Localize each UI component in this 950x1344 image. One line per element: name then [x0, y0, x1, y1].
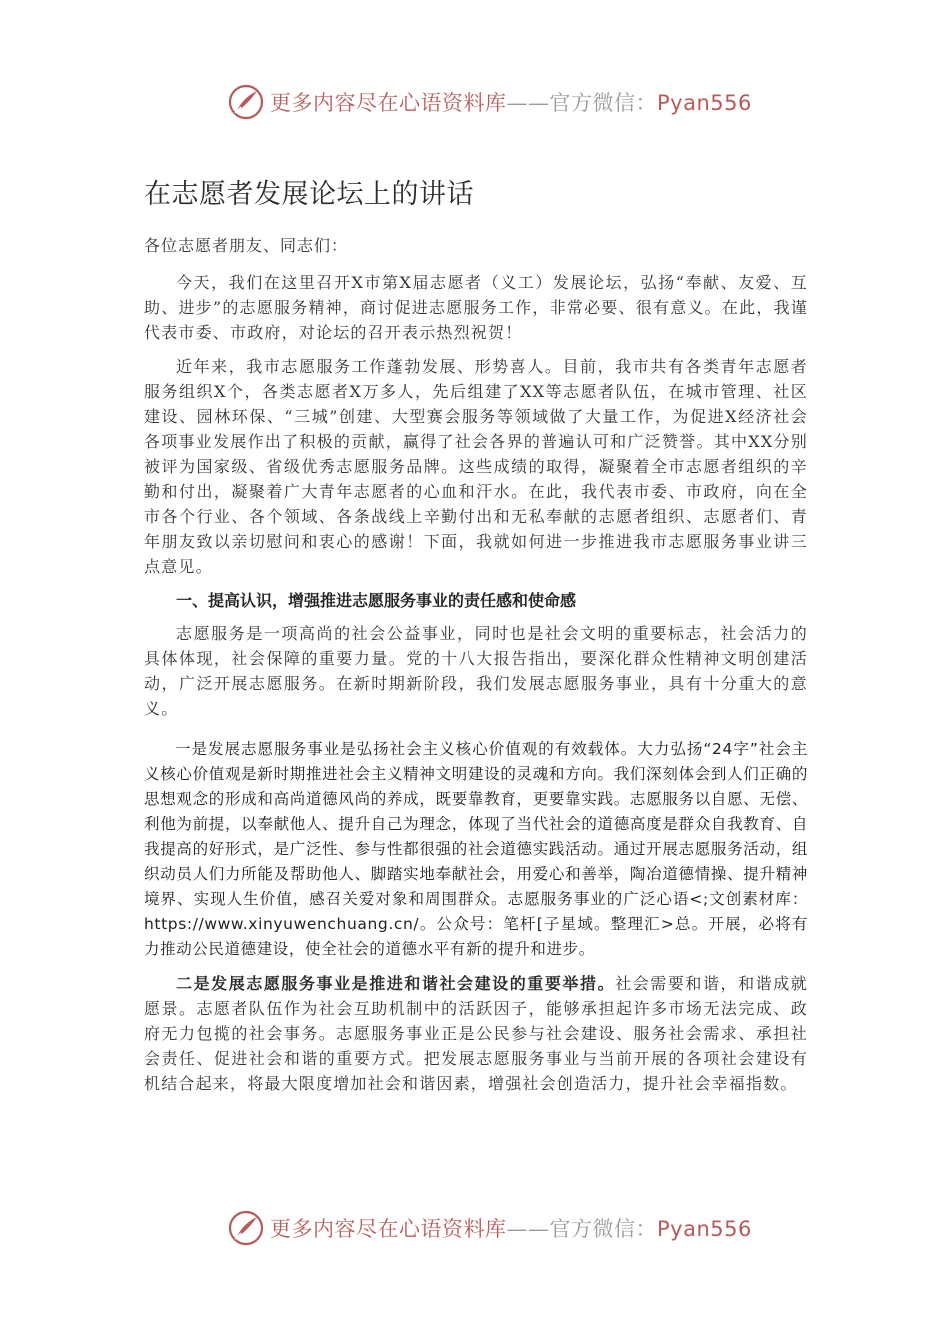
banner-brand-text: 更多内容尽在心语资料库: [270, 91, 507, 115]
paragraph-body-text: 社会需要和谐，和谐成就愿景。志愿者队伍作为社会互助机制中的活跃因子，能够承担起许多市场无法完成、政府无力包揽的社会事务。志愿服务事业正是公民参与社会建设、服务社会需求、承担社会责任、促进社会和谐的重要方式。把发展志愿服务事业与当前开展的各项社会建设有机结合起来，将最大限度增加社会和谐因素，增强社会创造活力，提升社会幸福指数。: [144, 974, 808, 1093]
banner-dash: ——: [506, 91, 550, 115]
banner-label: 官方微信：: [549, 91, 657, 115]
banner-brand-text: 更多内容尽在心语资料库: [270, 1217, 507, 1241]
footer-watermark-banner: [228, 1208, 752, 1248]
quill-pen-logo-icon: [228, 1210, 264, 1246]
banner-wechat-handle: Pyan556: [657, 91, 752, 115]
paragraph-harmonious-society: [144, 971, 808, 1096]
document-body: [144, 172, 808, 1105]
banner-dash: ——: [506, 1217, 550, 1241]
paragraph-lead-sentence: 二是发展志愿服务事业是推进和谐社会建设的重要举措。: [176, 974, 616, 993]
paragraph-opening: 今天，我们在这里召开X市第X届志愿者（义工）发展论坛，弘扬“奉献、友爱、互助、进步”的志愿服务精神，商讨促进志愿服务工作，非常必要、很有意义。在此，我谨代表市委、市政府，对论坛的召开表示热烈祝贺！: [144, 273, 808, 342]
paragraph-significance: 志愿服务是一项高尚的社会公益事业，同时也是社会文明的重要标志，社会活力的具体体现，社会保障的重要力量。党的十八大报告指出，要深化群众性精神文明创建活动，广泛开展志愿服务。在新时期新阶段，我们发展志愿服务事业，具有十分重大的意义。: [144, 624, 808, 718]
banner-label: 官方微信：: [549, 1217, 657, 1241]
paragraph-core-values: 一是发展志愿服务事业是弘扬社会主义核心价值观的有效载体。大力弘扬“24字”社会主义核心价值观是新时期推进社会主义精神文明建设的灵魂和方向。我们深刻体会到人们正确的思想观念的形成和高尚道德风尚的养成，既要靠教育，更要靠实践。志愿服务以自愿、无偿、利他为前提，以奉献他人、提升自己为理念，体现了当代社会的道德高度是群众自我教育、自我提高的好形式，是广泛性、参与性都很强的社会道德实践活动。通过开展志愿服务活动，组织动员人们力所能及帮助他人、脚踏实地奉献社会，用爱心和善举，陶冶道德情操、提升精神境界、实现人生价值，感召关爱对象和周围群众。志愿服务事业的广泛心语<;文创素材库：https://www.xinyuwenchuang.cn/。公众号：笔杆[子星域。整理汇>总。开展，必将有力推动公民道德建设，使全社会的道德水平有新的提升和进步。: [144, 740, 808, 958]
document-title: 在志愿者发展论坛上的讲话: [144, 179, 474, 210]
header-watermark-banner: [228, 82, 752, 122]
section-heading-1: 一、提高认识，增强推进志愿服务事业的责任感和使命感: [176, 591, 577, 610]
banner-wechat-handle: Pyan556: [657, 1217, 752, 1241]
paragraph-achievements: 近年来，我市志愿服务工作蓬勃发展、形势喜人。目前，我市共有各类青年志愿者服务组织X个，各类志愿者X万多人，先后组建了XX等志愿者队伍，在城市管理、社区建设、园林环保、“三城”创建、大型赛会服务等领域做了大量工作，为促进X经济社会各项事业发展作出了积极的贡献，赢得了社会各界的普遍认可和广泛赞誉。其中XX分别被评为国家级、省级优秀志愿服务品牌。这些成绩的取得，凝聚着全市志愿者组织的辛勤和付出，凝聚着广大青年志愿者的心血和汗水。在此，我代表市委、市政府，向在全市各个行业、各个领域、各条战线上辛勤付出和无私奉献的志愿者组织、志愿者们、青年朋友致以亲切慰问和衷心的感谢！下面，我就如何进一步推进我市志愿服务事业讲三点意见。: [144, 357, 808, 576]
quill-pen-logo-icon: [228, 84, 264, 120]
salutation: 各位志愿者朋友、同志们：: [144, 236, 349, 255]
